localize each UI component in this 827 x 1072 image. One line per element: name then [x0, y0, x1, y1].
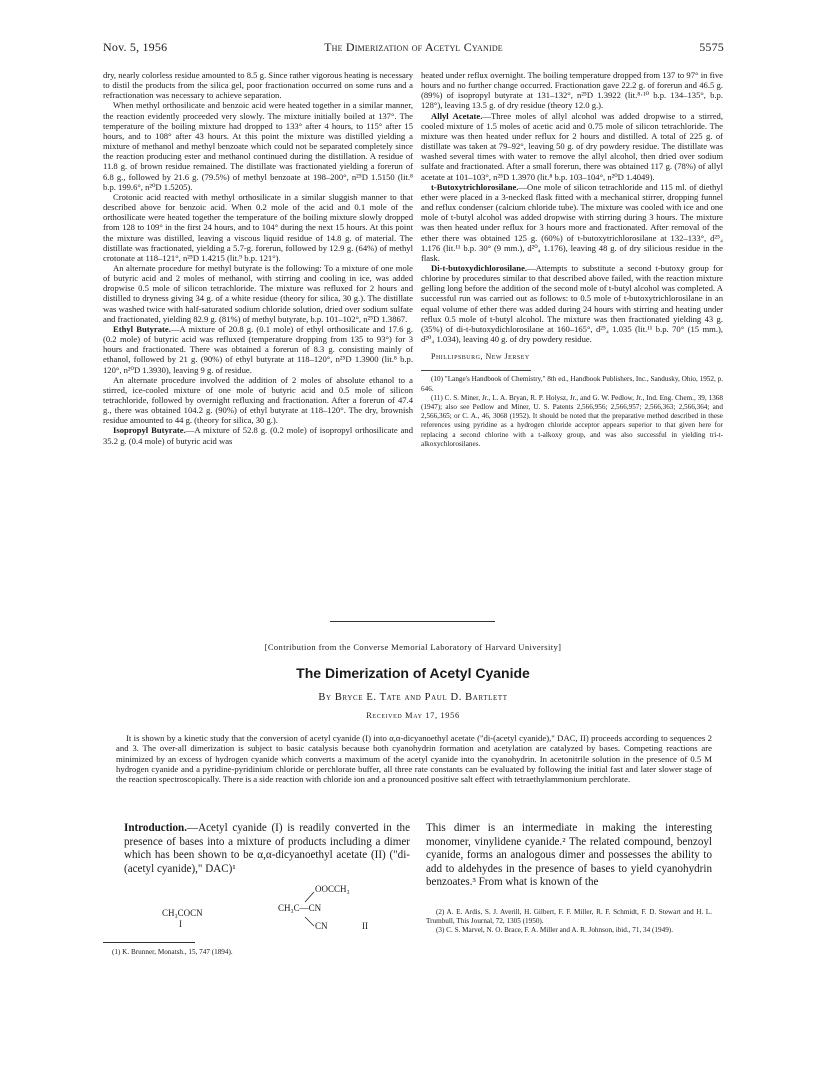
paragraph-text: —Acetyl cyanide (I) is readily converted in the presence of bases into a mixture of products including a dimer which has been shown to be α,α-dicyanoethyl acetate (II) ("di-(acetyl cyanide)," DAC)¹: [124, 822, 410, 875]
paragraph-text: —One mole of silicon tetrachloride and 115 ml. of diethyl ether were placed in a 3-necked flask fitted with a mechanical stirrer, dropping funnel and reflux condenser (calcium chloride tube). The mixture was cooled with ice and one mole of t-butyl alcohol was added dropwise with stirring during 3 hours. The mixture was then heated under reflux for 3 hours more and fractionated. After removal of the ether there was obtained 125 g. (60%) of t-butoxytrichlorosilane at 132–133°, d²⁵₄ 1.176 (lit.¹¹ b.p. 30° (9 mm.), d²⁰₄ 1.176), leaving 48 g. of dry silicious residue in the flask.: [421, 181, 723, 263]
intro-left-column: [124, 822, 410, 876]
section-heading: Isopropyl Butyrate.: [113, 425, 186, 436]
formula-label: I: [179, 919, 182, 929]
section-heading: Di-t-butoxydichlorosilane.: [431, 262, 528, 273]
footnote: (2) A. E. Ardis, S. J. Averill, H. Gilbert, F. F. Miller, R. F. Schmidt, F. D. Stewart and H. L. Trumbull, This Journal, 72, 1305 (1950).: [426, 908, 712, 926]
section-heading: Introduction.: [124, 822, 187, 834]
header-date: Nov. 5, 1956: [103, 40, 168, 54]
paragraph: When methyl orthosilicate and benzoic acid were heated together in a similar manner, the reaction evidently proceeded very slowly. The mixture initially boiled at 137°. The temperature of the boiling mixture had dropped to 133° after 4 hours, to 115° after 15 hours, and to 108° after 43 hours. At this point the mixture was distilled yielding a mixture of methanol and methyl benzoate which could not be separated completely since the reaction producing ester and methanol continued during the distillation. A residue of 11.8 g. of brown residue remained. The distillate was fractionated yielding a forerun of 6.8 g., followed by 21.6 g. (79.5%) of methyl benzoate at 198–200°, n²⁵D 1.5150 (lit.⁸ b.p. 199.6°, n²⁰D 1.5205).: [103, 100, 413, 192]
structure-text: CH₃C—CN: [278, 903, 322, 913]
footnote: (3) C. S. Marvel, N. O. Brace, F. A. Miller and A. R. Johnson, ibid., 71, 34 (1949).: [436, 926, 673, 935]
footnote: (10) "Lange's Handbook of Chemistry," 8th ed., Handbook Publishers, Inc., Sandusky, Ohio, 1952, p. 646.: [421, 375, 723, 393]
footnotes-right: [426, 908, 712, 936]
paragraph: Crotonic acid reacted with methyl orthosilicate in a similar sluggish manner to that described above for benzoic acid. When 0.2 mole of the acid and 0.1 mole of the orthosilicate were heated together the temperature of the boiling mixture slowly dropped from 128 to 109° in the first 24 hours, and to 104° during the next 15 hours. At this point the mixture was distilled, leaving a viscous liquid residue of 14.8 g. of material. The distillate was fractionated, yielding a 5.7-g. forerun, followed by 12.9 g. (64%) of methyl crotonate at 118–121°, n²⁵D 1.4215 (lit.⁹ b.p. 121°).: [103, 191, 413, 263]
section-heading: Ethyl Butyrate.: [113, 323, 171, 334]
paragraph: An alternate procedure involved the addition of 2 moles of absolute ethanol to a stirred, ice-cooled mixture of one mole of butyric acid and 0.5 mole of silicon tetrachloride, followed by overnight refluxing and fractionation. After a forerun of 47.4 g., there was obtained 104.2 g. (90%) of ethyl butyrate at 118–120°. The dry, brownish residue amounted to 44 g. (theory for silica, 30 g.).: [103, 374, 413, 426]
footnote-divider: [421, 370, 531, 371]
section-divider: [330, 621, 495, 622]
structure-text: OOCCH₃: [315, 884, 350, 894]
abstract: It is shown by a kinetic study that the conversion of acetyl cyanide (I) into α,α-dicyanoethyl acetate ("di-(acetyl cyanide)," DAC, II) proceeds according to sequences 2 and 3. The over-all dimerization is subject to basic catalysis because both cyanohydrin formation and acetylation are catalyzed by bases. Competing reactions are minimized by an excess of hydrogen cyanide which converts a maximum of the acetyl cyanide into the cyanohydrin. In acetonitrile solution in the presence of 0.5 M hydrogen cyanide and a pyridine-pyridinium chloride or perchlorate buffer, all three rate constants can be evaluated by following the initial fast and later slower stage of the reaction spectroscopically. There is a side reaction with chloride ion and a pronounced positive salt effect with tetraethylammonium perchlorate.: [116, 733, 712, 785]
received-date: Received May 17, 1956: [366, 710, 460, 720]
paragraph: [124, 822, 410, 876]
paragraph: An alternate procedure for methyl butyrate is the following: To a mixture of one mole of butyric acid and 2 moles of methanol, with stirring and cooling in ice, was added dropwise 0.5 mole of silicon tetrachloride. The mixture was refluxed for 2 hours and distilled to dryness giving 34 g. of a white residue (theory for silica, 30 g.). The distillate was washed twice with half-saturated sodium chloride solution, dried over sodium sulfate and fractionated, yielding 82.9 g. (81%) of methyl butyrate, b.p. 101–102°, n²⁵D 1.3867.: [103, 262, 413, 324]
paragraph: [421, 111, 723, 182]
paragraph-text: —Attempts to substitute a second t-butoxy group for chlorine by procedures similar to that described above failed, with the reaction mixture gelling long before the addition of the second mole of t-butyl alcohol was completed. A successful run was carried out as follows: to 0.5 mole of t-butoxytrichlorosilane in an equal volume of ether there was added during 24 hours with stirring and heating under reflux 0.5 mole of t-butyl alcohol. The mixture was then fractionated yielding 43 g. (35%) of di-t-butoxydichlorosilane at 160–165°, d²⁵₄ 1.035 (lit.¹¹ b.p. 70° (15 mm.), d²⁰₄ 1.034), leaving 40 g. of dry powdery residue.: [421, 262, 723, 345]
paragraph: dry, nearly colorless residue amounted to 8.5 g. Since rather vigorous heating is necessary to distil the products from the silica gel, poor fractionation occurred on some runs and a refractionation was necessary to achieve separation.: [103, 70, 413, 101]
formula-label: II: [362, 921, 368, 931]
paragraph-text: —A mixture of 52.8 g. (0.2 mole) of isopropyl orthosilicate and 35.2 g. (0.4 mole) of butyric acid was: [103, 425, 413, 446]
paragraph: [421, 263, 723, 344]
structure-dac: [270, 880, 420, 936]
section-heading: t-Butoxytrichlorosilane.: [431, 181, 519, 192]
footnote: (11) C. S. Miner, Jr., L. A. Bryan, R. P. Holysz, Jr., and G. W. Pedlow, Jr., Ind. Eng. Chem., 39, 1368 (1947); also see Pedlow and Miner, U. S. Patents 2,566,956; 2,566,957; 2,566,363; 2,566,364; and 2,566,365; or C. A., 46, 3068 (1952). It should be noted that the preparative method described in these references using pyridine as a hydrogen chloride acceptor appears superior to that given here for replacing a second chlorine with a t-alkoxy group, and was also successful in yielding tri-t-alkoxychlorosilanes.: [421, 393, 723, 448]
paragraph: heated under reflux overnight. The boiling temperature dropped from 137 to 97° in five hours and no further change occurred. Fractionation gave 22.2 g. of forerun and 46.5 g. (89%) of isopropyl butyrate at 131–132°, n²⁵D 1.3922 (lit.⁸·¹⁰ b.p. 134–135°, b.p. 128°), leaving 13.5 g. of dry residue (theory 12.0 g.).: [421, 70, 723, 111]
right-column: [421, 70, 723, 449]
affiliation-line: [Contribution from the Converse Memorial Laboratory of Harvard University]: [264, 642, 562, 652]
running-header: [103, 40, 724, 56]
left-column: [103, 70, 413, 446]
paragraph: This dimer is an intermediate in making the interesting monomer, vinylidene cyanide.² The related compound, benzoyl cyanide, forms an analogous dimer and possesses the ability to add to aldehydes in the presence of bases to yield cyanohydrin benzoates.³ From what is known of the: [426, 822, 712, 888]
formula-acetyl-cyanide: CH₃COCN: [162, 908, 203, 918]
intro-right-column: [426, 822, 712, 890]
paragraph-text: —Three moles of allyl alcohol was added dropwise to a stirred, cooled mixture of 1.5 moles of acetic acid and 0.75 mole of silicon tetrachloride. The mixture was then heated under reflux for 2 hours and distilled. A total of 225 g. of distillate was taken at 79–92°, leaving 50 g. of dry powdery residue. The distillate was washed several times with water to remove the allyl alcohol, then dried over sodium sulfate and fractionated. After a small forerun, there was obtained 117 g. (78%) of allyl acetate at 101–103°, n²⁵D 1.3970 (lit.⁸ b.p. 103–104°, n²⁰D 1.4049).: [421, 110, 723, 182]
bond-line: [305, 917, 314, 926]
paragraph: [103, 324, 413, 375]
structure-text: CN: [315, 921, 328, 931]
header-title: The Dimerization of Acetyl Cyanide: [324, 40, 503, 54]
paragraph: [421, 182, 723, 263]
article-title: The Dimerization of Acetyl Cyanide: [296, 665, 530, 681]
location-line: Phillipsburg, New Jersey: [431, 352, 530, 362]
bond-line: [305, 892, 314, 902]
page-number: 5575: [699, 40, 724, 54]
footnote: (1) K. Brunner, Monatsh., 15, 747 (1894).: [112, 948, 233, 956]
section-heading: Allyl Acetate.: [431, 110, 483, 121]
footnote-divider: [103, 942, 195, 943]
paragraph-text: —A mixture of 20.8 g. (0.1 mole) of ethyl orthosilicate and 17.6 g. (0.2 mole) of butyric acid was refluxed (temperature dropping from 135 to 93°) for 3 hours and fractionated. There was obtained a forerun of 8.3 g. consisting mainly of ethanol, followed by 21 g. (90%) of ethyl butyrate at 118–120°, n²⁵D 1.3900 (lit.⁸ b.p. 120°, n²⁰D 1.3930), leaving 9 g. of residue.: [103, 323, 414, 375]
article-authors: By Bryce E. Tate and Paul D. Bartlett: [318, 692, 508, 703]
paragraph: [103, 425, 413, 445]
